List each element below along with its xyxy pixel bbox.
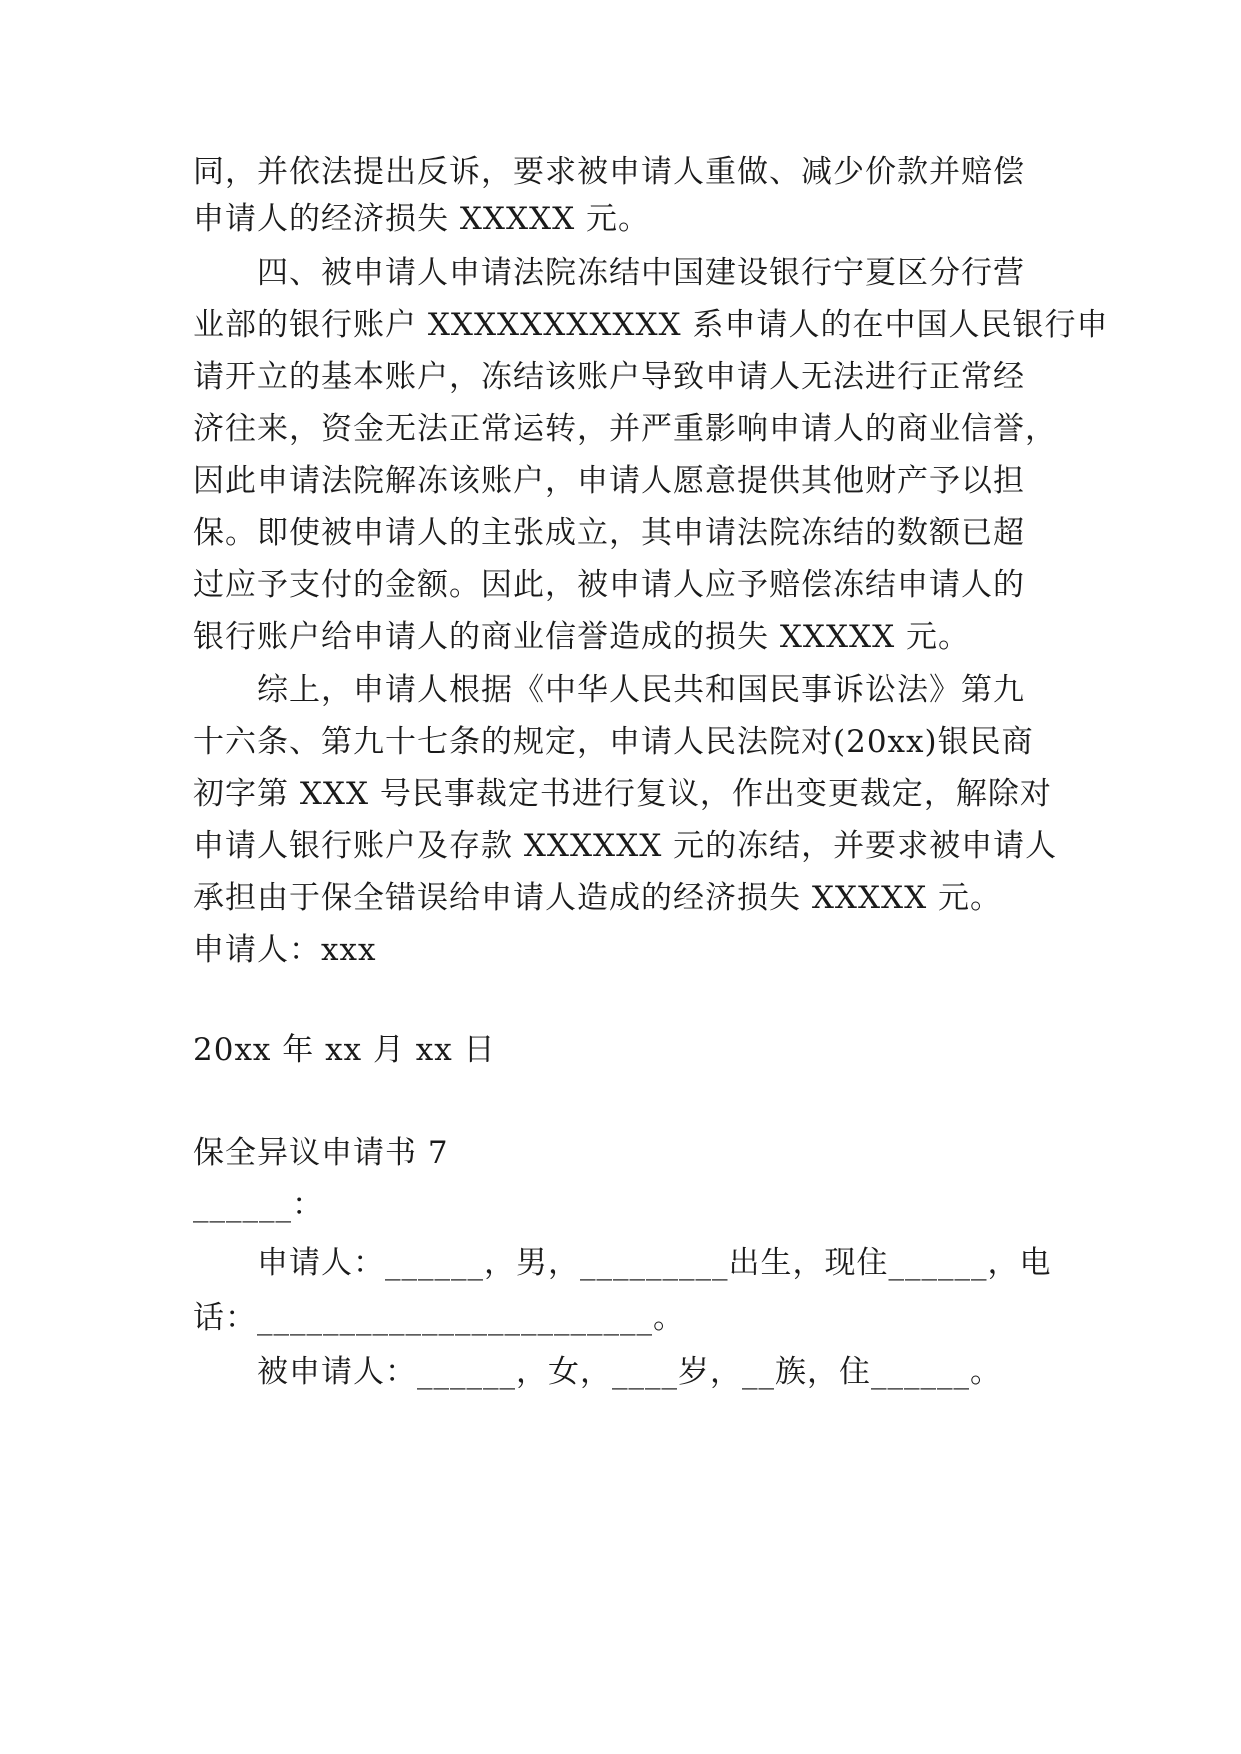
body-line: 因此申请法院解冻该账户，申请人愿意提供其他财产予以担 <box>193 463 1025 499</box>
body-line: 过应予支付的金额。因此，被申请人应予赔偿冻结申请人的 <box>193 567 1025 603</box>
respondent-info-line: 被申请人：______，女，____岁，__族，住______。 <box>257 1354 1002 1390</box>
paragraph-start-line: 综上，申请人根据《中华人民共和国民事诉讼法》第九 <box>257 672 1025 708</box>
body-line: 请开立的基本账户，冻结该账户导致申请人无法进行正常经 <box>193 359 1025 395</box>
body-line: 保。即使被申请人的主张成立，其申请法院冻结的数额已超 <box>193 515 1025 551</box>
body-line: 申请人的经济损失 XXXXX 元。 <box>193 201 651 237</box>
body-line: 济往来，资金无法正常运转，并严重影响申请人的商业信誉， <box>193 411 1057 447</box>
applicant-info-line: 申请人：______，男，_________出生，现住______，电 <box>257 1245 1052 1281</box>
body-line: 业部的银行账户 XXXXXXXXXXX 系申请人的在中国人民银行申 <box>193 307 1109 343</box>
body-line: 十六条、第九十七条的规定，申请人民法院对(20xx)银民商 <box>193 724 1034 760</box>
signature-date: 20xx 年 xx 月 xx 日 <box>193 1032 496 1068</box>
body-line: 初字第 XXX 号民事裁定书进行复议，作出变更裁定，解除对 <box>193 776 1052 812</box>
applicant-signature: 申请人：xxx <box>193 932 377 968</box>
addressee-line: ______： <box>193 1187 324 1223</box>
section-title: 保全异议申请书 7 <box>193 1135 449 1171</box>
applicant-phone-line: 话：________________________。 <box>193 1300 685 1336</box>
body-line: 同，并依法提出反诉，要求被申请人重做、减少价款并赔偿 <box>193 154 1025 190</box>
paragraph-start-line: 四、被申请人申请法院冻结中国建设银行宁夏区分行营 <box>257 255 1025 291</box>
body-line: 银行账户给申请人的商业信誉造成的损失 XXXXX 元。 <box>193 619 971 655</box>
body-line: 申请人银行账户及存款 XXXXXX 元的冻结，并要求被申请人 <box>193 828 1058 864</box>
body-line: 承担由于保全错误给申请人造成的经济损失 XXXXX 元。 <box>193 880 1003 916</box>
